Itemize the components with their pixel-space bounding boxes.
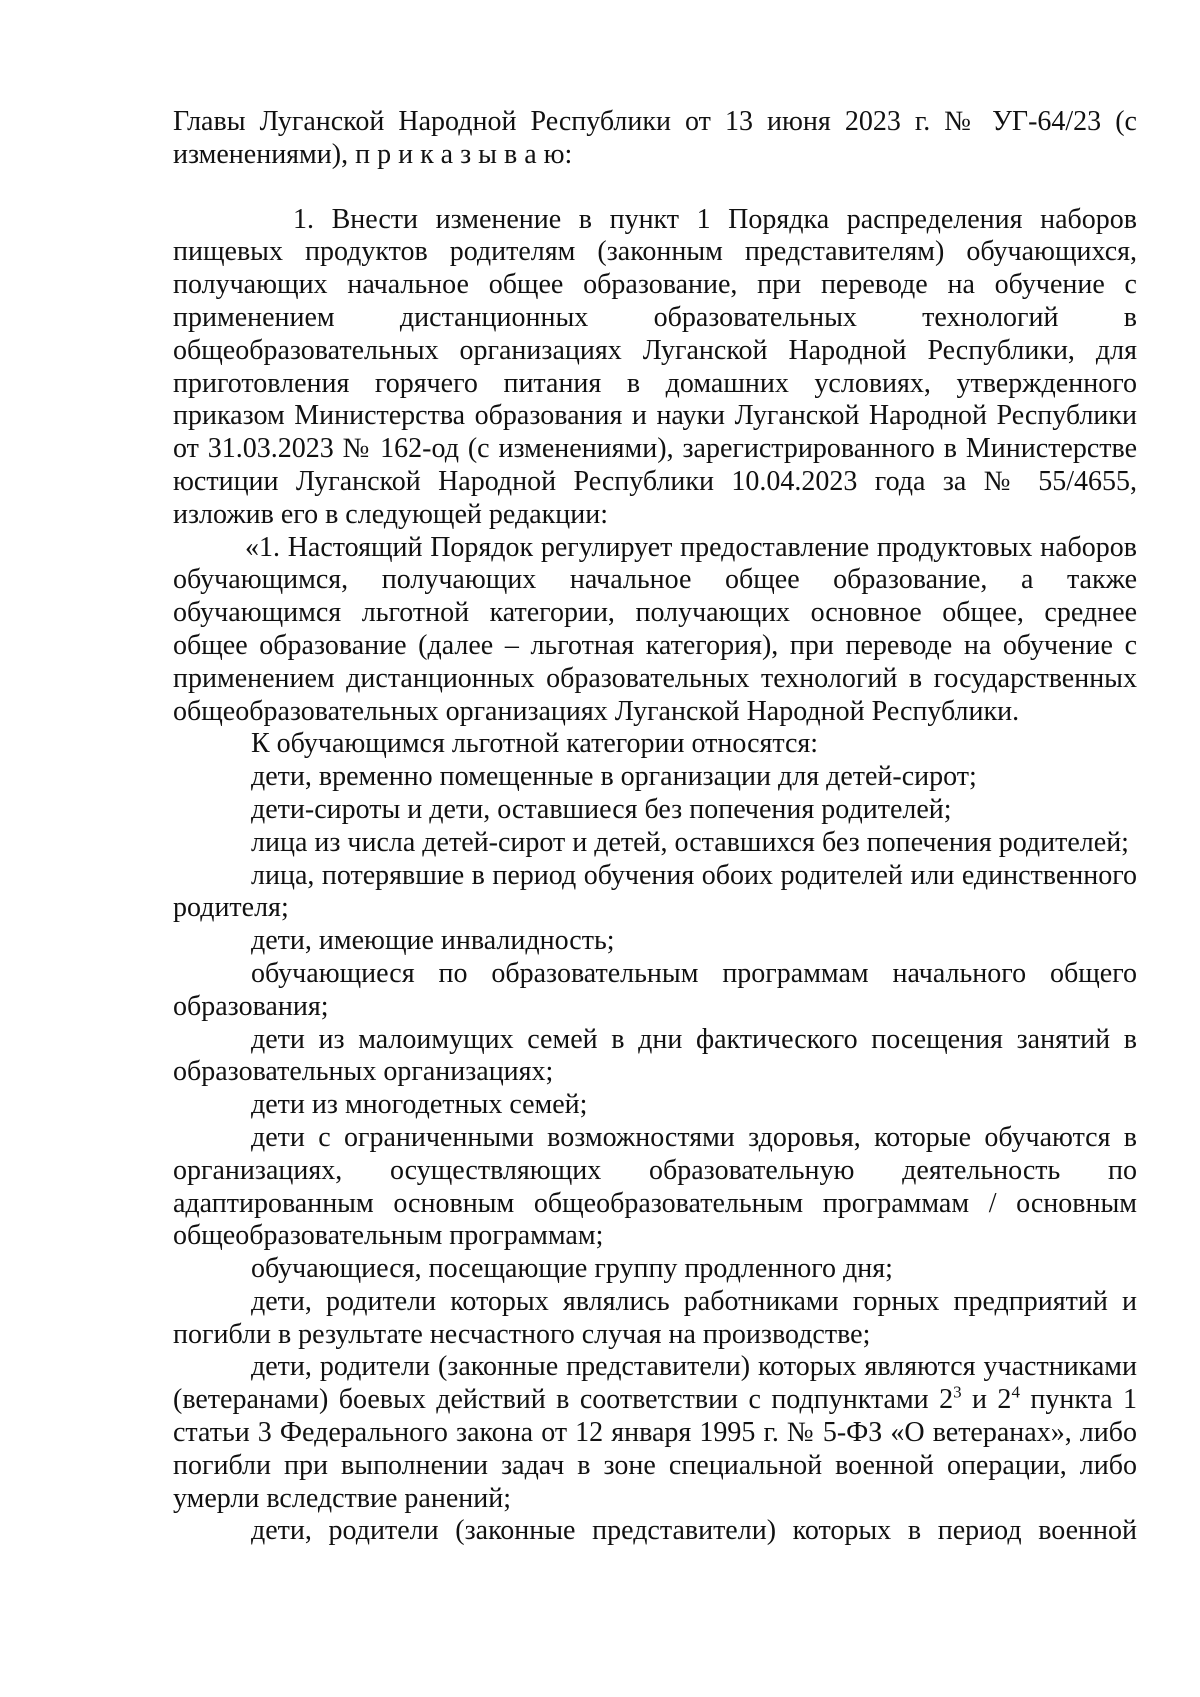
veterans-text-1: дети, родители (законные представители) которых являются участниками (ветеранами) боевых действий в соответствии с подпунктами 2 [173,1351,1137,1416]
list-item: дети, родители которых являлись работниками горных предприятий и погибли в результате несчастного случая на производстве; [173,1285,1137,1350]
intro-text: Главы Луганской Народной Республики от 13 июня 2023 г. № УГ-64/23 (с изменениями), [173,106,1137,170]
veterans-text-2: и 2 [961,1384,1012,1416]
superscript-4: 4 [1011,1382,1020,1402]
veterans-text-3: пункта 1 статьи 3 Федерального закона от 12 января 1995 г. № 5-ФЗ «О ветеранах», либо погибли при выполнении задач в зоне специальной военной операции, либо умерли вследствие ранений; [173,1384,1137,1514]
list-item: дети, временно помещенные в организации для детей-сирот; [251,761,977,793]
list-item: дети, имеющие инвалидность; [251,925,615,957]
list-intro: К обучающимся льготной категории относятся: [251,728,819,760]
list-item: лица из числа детей-сирот и детей, оставшихся без попечения родителей; [251,826,1129,858]
list-item-veterans [173,1351,1137,1515]
superscript-3: 3 [953,1382,962,1402]
list-item: обучающиеся по образовательным программам начального общего образования; [173,957,1137,1022]
intro-paragraph [173,106,1137,172]
item-1-paragraph: 1. Внести изменение в пункт 1 Порядка распределения наборов пищевых продуктов родителям (законным представителям) обучающихся, получающих начальное общее образование, при переводе на обучение с применением дистанционных образовательных технологий в общеобразовательных организациях Луганской Народной Республики, для приготовления горячего питания в домашних условиях, утвержденного приказом Министерства образования и науки Луганской Народной Республики от 31.03.2023 № 162-од (с изменениями), зарегистрированного в Министерстве юстиции Луганской Народной Республики 10.04.2023 года за № 55/4655, изложив его в следующей редакции: [173,203,1137,530]
intro-emphasis: п р и к а з ы в а ю: [355,138,573,170]
list-item: дети из малоимущих семей в дни фактического посещения занятий в образовательных организациях; [173,1023,1137,1088]
quoted-paragraph: «1. Настоящий Порядок регулирует предоставление продуктовых наборов обучающимся, получающих начальное общее образование, а также обучающимся льготной категории, получающих основное общее, среднее общее образование (далее – льготная категория), при переводе на обучение с применением дистанционных образовательных технологий в государственных общеобразовательных организациях Луганской Народной Республики. [173,531,1137,727]
list-item-last [173,1515,1137,1548]
list-item: обучающиеся, посещающие группу продленного дня; [251,1253,893,1285]
list-item: дети из многодетных семей; [251,1089,588,1121]
list-item: дети с ограниченными возможностями здоровья, которые обучаются в организациях, осуществляющих образовательную деятельность по адаптированным основным общеобразовательным программам / основным общеобразовательным программам; [173,1121,1137,1252]
last-line-text: дети, родители (законные представители) которых в период военной [251,1515,1137,1547]
paragraph-gap [173,172,1137,204]
list-item: дети-сироты и дети, оставшиеся без попечения родителей; [251,793,952,825]
list-item: лица, потерявшие в период обучения обоих родителей или единственного родителя; [173,859,1137,924]
document-page [173,106,1137,1548]
